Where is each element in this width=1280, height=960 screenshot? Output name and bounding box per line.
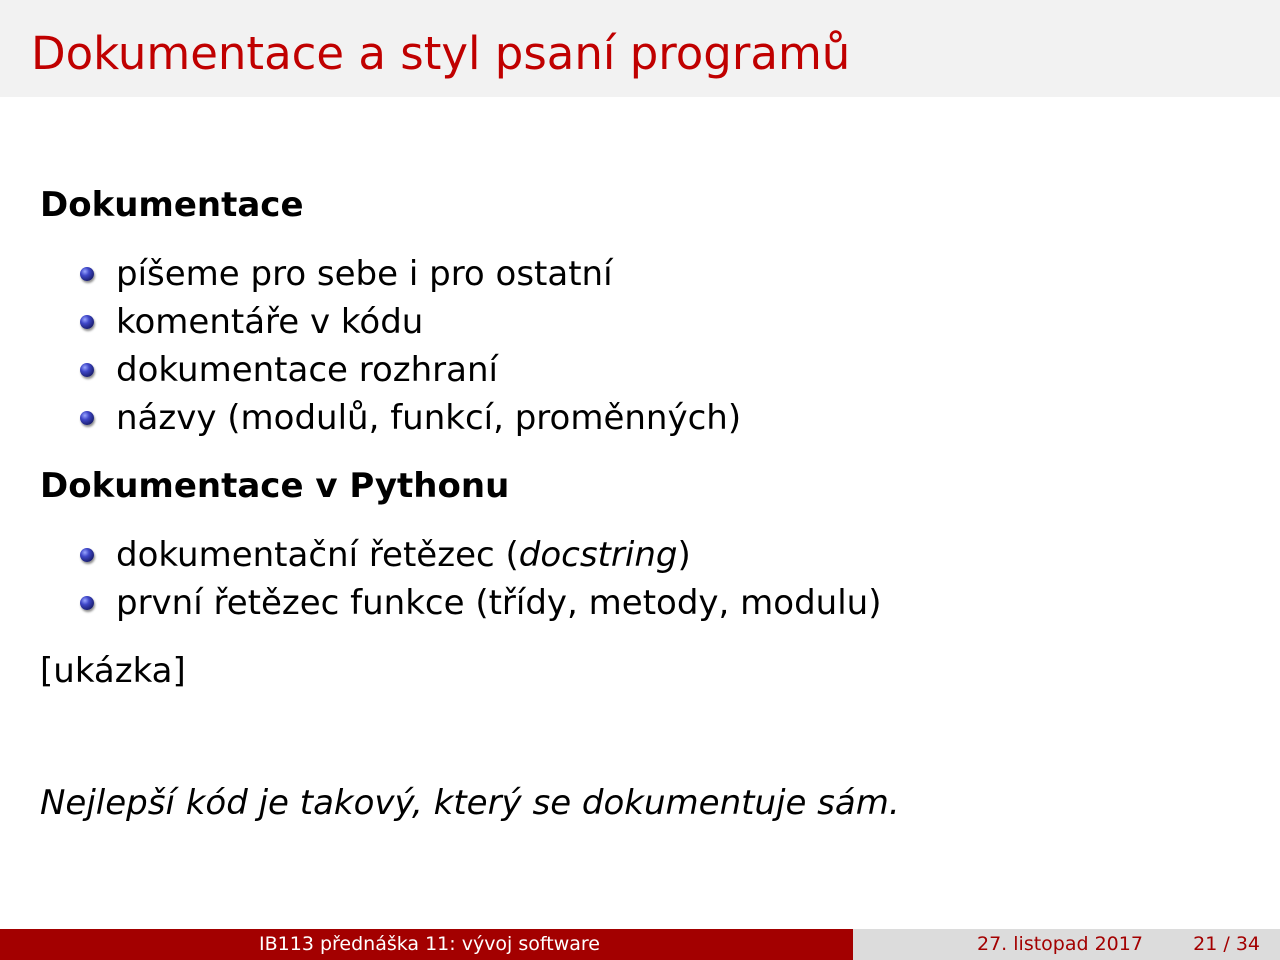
- list-item-text-before: dokumentační řetězec (: [116, 535, 519, 575]
- list-item-text-after: ): [677, 535, 691, 575]
- section-heading-python: Dokumentace v Pythonu: [40, 466, 510, 506]
- list-item: [78, 250, 741, 298]
- list-item: [78, 394, 741, 442]
- page-total: 34: [1235, 933, 1260, 955]
- footer-date: 27. listopad 2017: [977, 933, 1143, 955]
- bullet-icon: [80, 548, 94, 562]
- footer-info-bar: [853, 929, 1280, 960]
- example-link[interactable]: [ukázka]: [40, 651, 186, 691]
- list-item: [78, 346, 741, 394]
- list-item-text: názvy (modulů, funkcí, proměnných): [116, 398, 742, 438]
- list-item-text: první řetězec funkce (třídy, metody, modulu): [116, 583, 882, 623]
- slide-title: Dokumentace a styl psaní programů: [31, 27, 851, 80]
- bullet-icon: [80, 315, 94, 329]
- page-counter: [1193, 932, 1260, 956]
- bullet-icon: [80, 267, 94, 281]
- list-item-text: píšeme pro sebe i pro ostatní: [116, 254, 613, 294]
- page-current: 21: [1193, 933, 1218, 955]
- list-item: [78, 298, 741, 346]
- closing-quote: Nejlepší kód je takový, který se dokumentuje sám.: [40, 783, 900, 823]
- footer-course-title: IB113 přednáška 11: vývoj software: [259, 933, 600, 955]
- list-item-text: [116, 535, 691, 575]
- list-item-text: dokumentace rozhraní: [116, 350, 498, 390]
- bullet-icon: [80, 596, 94, 610]
- footer-course-bar: [0, 929, 853, 960]
- bullet-list-dokumentace: [78, 250, 741, 442]
- list-item-text: komentáře v kódu: [116, 302, 424, 342]
- section-heading-dokumentace: Dokumentace: [40, 185, 304, 225]
- bullet-icon: [80, 411, 94, 425]
- docstring-term: docstring: [518, 535, 678, 575]
- page-separator: /: [1223, 933, 1230, 955]
- list-item: [78, 579, 881, 627]
- list-item: [78, 531, 881, 579]
- bullet-list-python: [78, 531, 881, 627]
- bullet-icon: [80, 363, 94, 377]
